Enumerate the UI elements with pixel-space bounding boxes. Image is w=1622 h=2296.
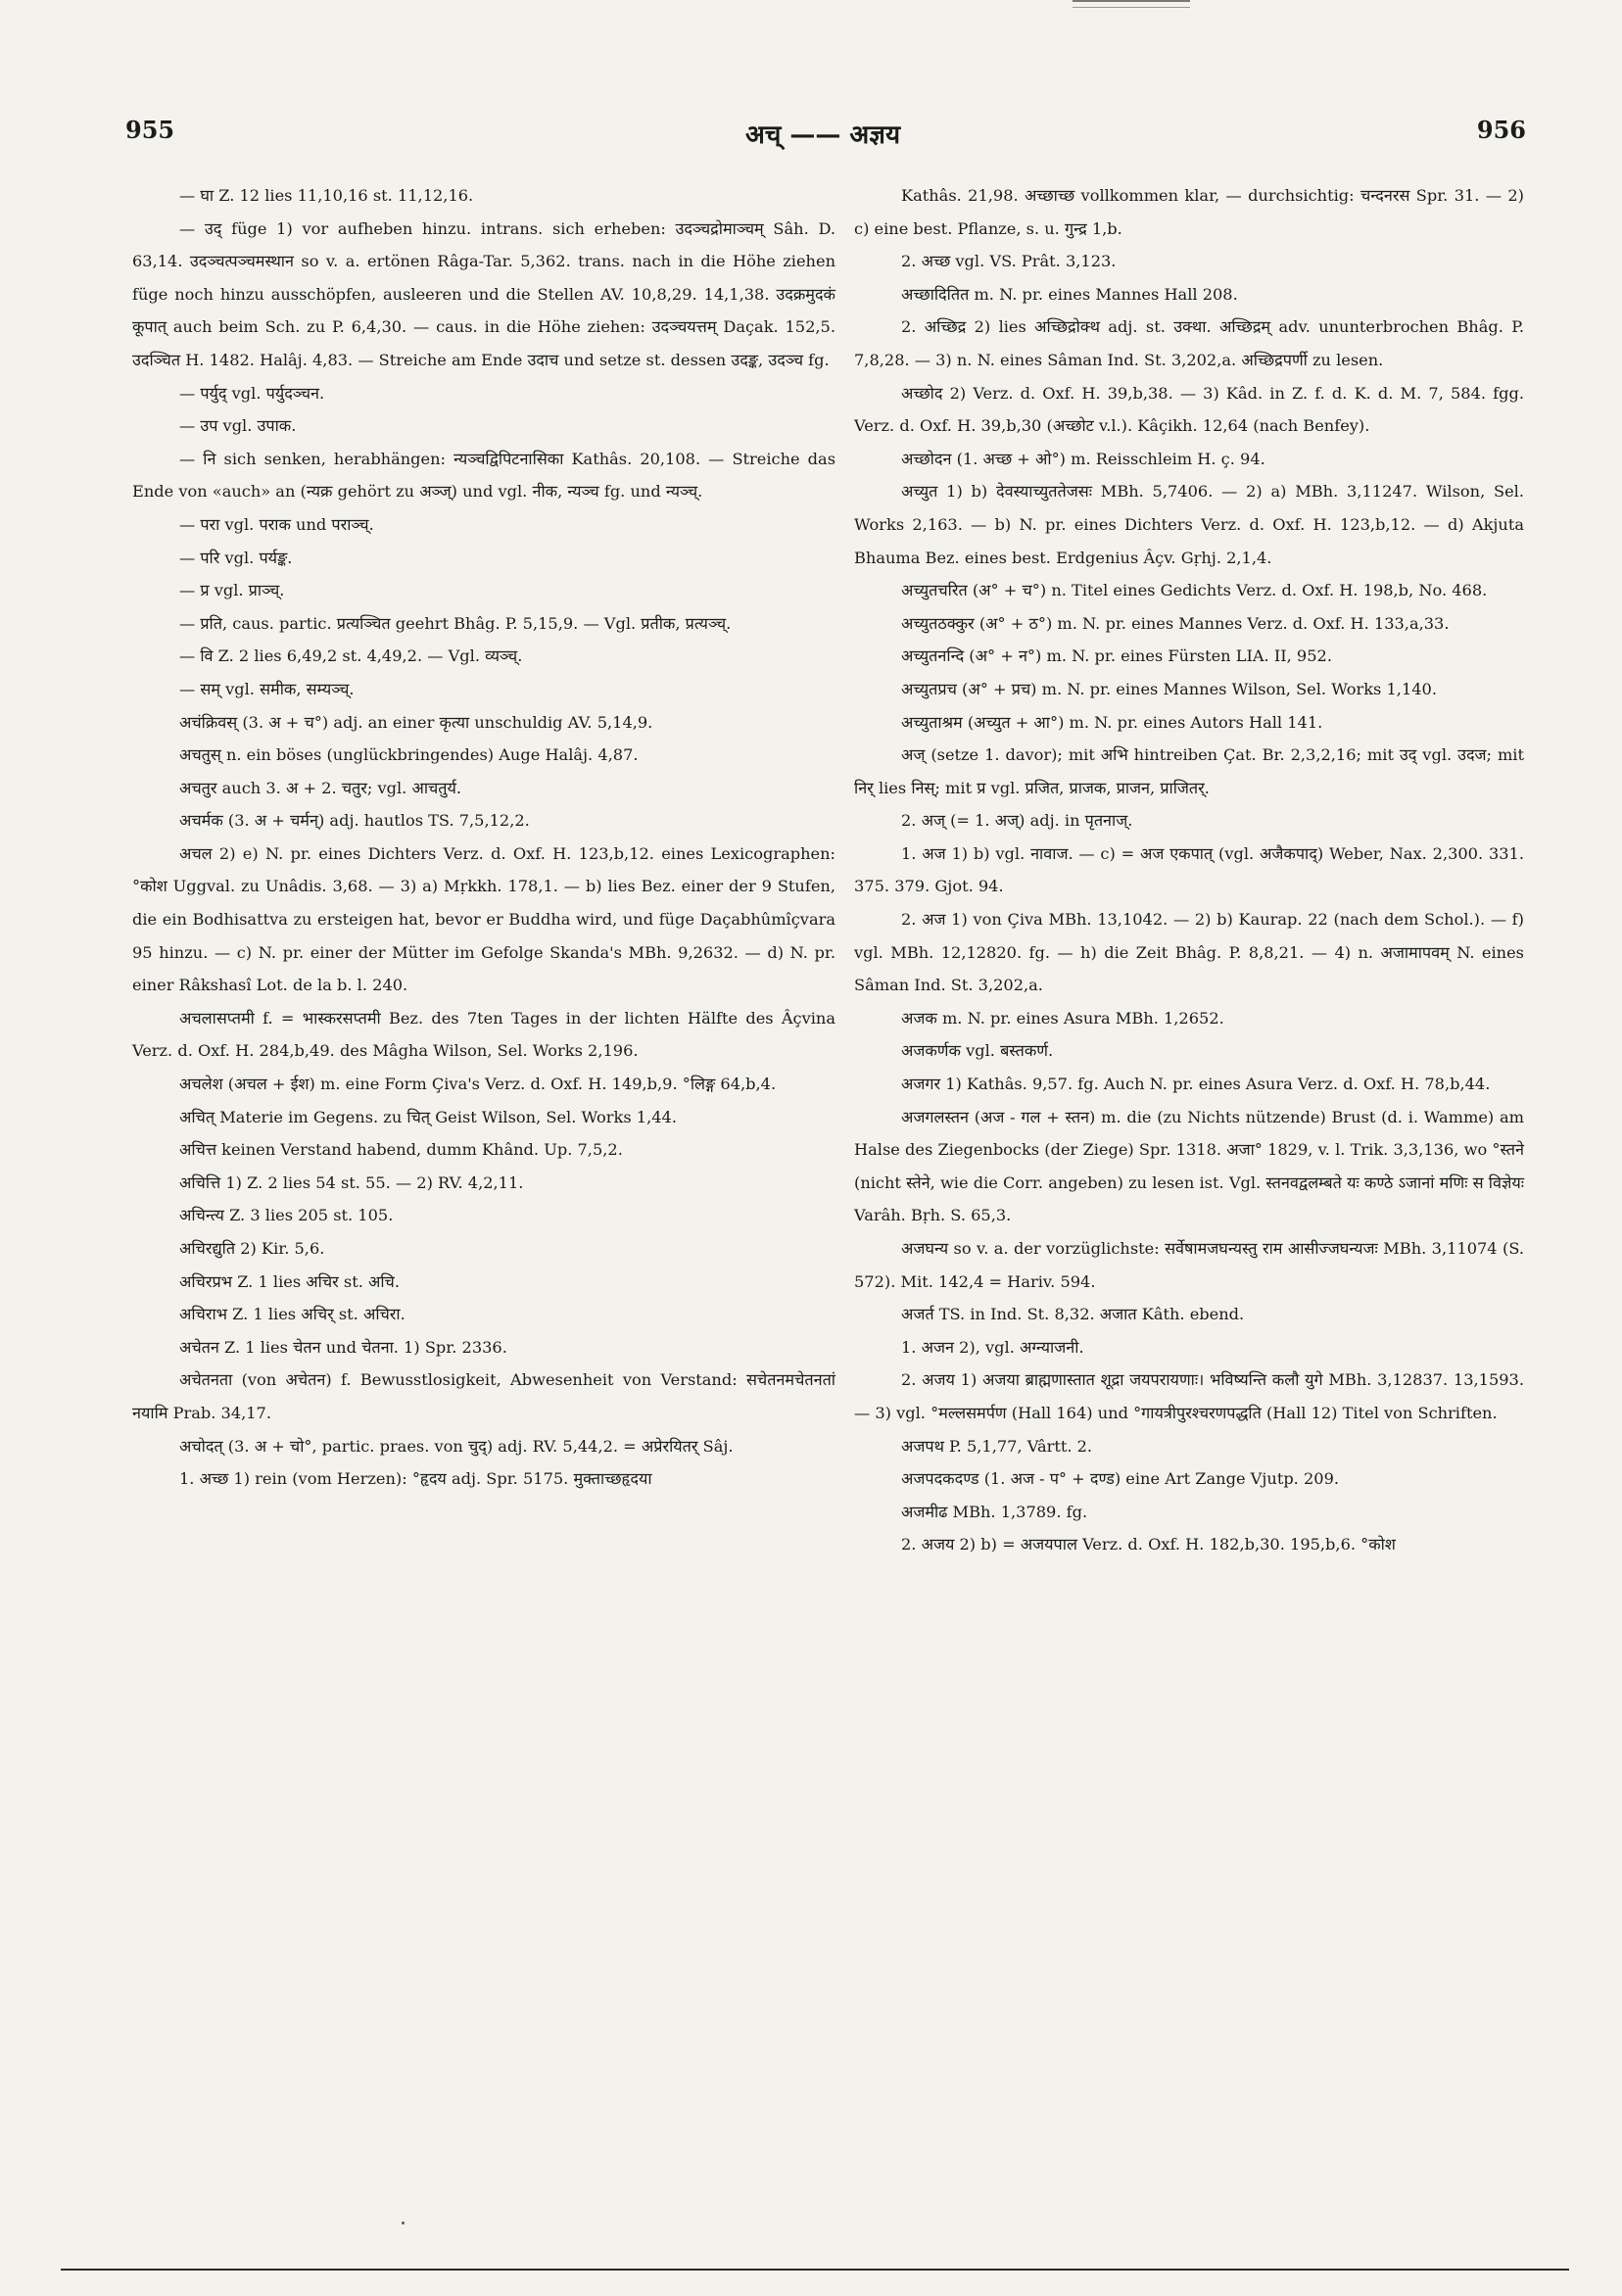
dictionary-entry: — उप vgl. उपाक. [179, 416, 297, 436]
dictionary-entry: — उद् füge 1) vor aufheben hinzu. intrans. sich erheben: उदञ्चद्रोमाञ्चम् Sâh. D. 63,14. उदञ्चत्पञ्चमस्थान so v. a. ertönen Râga-Tar. 5,362. trans. nach in die Höhe ziehen füge noch hinzu ausschöpfen, ausleeren und die Stellen AV. 10,8,29. 14,1,38. उदक्रमुदकं कूपात् auch beim Sch. zu P. 6,4,30. — caus. in die Höhe ziehen: उदञ्चयत्तम् Daçak. 152,5. उदञ्चित H. 1482. Halâj. 4,83. — Streiche am Ende उदाच und setze st. dessen उदङ्क, उदञ्च fg. [132, 218, 835, 369]
dictionary-entry: अजघन्य so v. a. der vorzüglichste: सर्वेषामजघन्यस्तु राम आसीज्जघन्यजः MBh. 3,11074 (S. 572). Mit. 142,4 = Hariv. 594. [854, 1239, 1524, 1291]
dictionary-entry: अचलासप्तमी f. = भास्करसप्तमी Bez. des 7ten Tages in der lichten Hälfte des Âçvina Verz. d. Oxf. H. 284,b,49. des Mâgha Wilson, Sel. Works 2,196. [132, 1008, 835, 1061]
right-column [854, 179, 1524, 1561]
dictionary-entry: अच्छोदन (1. अच्छ + ओ°) m. Reisschleim H. ç. 94. [901, 449, 1265, 468]
dictionary-entry: 1. अच्छ 1) rein (vom Herzen): °हृदय adj. Spr. 5175. मुक्ताच्छहृदया [179, 1469, 652, 1489]
dictionary-entry: अचोदत् (3. अ + चो°, partic. praes. von चुद्) adj. RV. 5,44,2. = अप्रेरयितर् Sâj. [179, 1436, 734, 1456]
left-page-number: 955 [125, 116, 175, 144]
dictionary-entry: 2. अच्छ vgl. VS. Prât. 3,123. [901, 252, 1117, 271]
dictionary-entry: — प्रति, caus. partic. प्रत्यञ्चित geehrt Bhâg. P. 5,15,9. — Vgl. प्रतीक, प्रत्यञ्च्. [179, 613, 732, 633]
dictionary-entry: अजगलस्तन (अज - गल + स्तन) m. die (zu Nichts nützende) Brust (d. i. Wamme) am Halse des Ziegenbocks (der Ziege) Spr. 1318. अजा° 1829, v. l. Trik. 3,3,136, wo °स्तने (nicht स्तेने, wie die Corr. angeben) zu lesen ist. Vgl. स्तनवद्वलम्बते यः कण्ठे ऽजानां मणिः स विज्ञेयः Varâh. Bṛh. S. 65,3. [854, 1107, 1524, 1225]
dictionary-entry: — प्र vgl. प्राञ्च्. [179, 581, 285, 600]
dictionary-entry: अचंक्रिवस् (3. अ + च°) adj. an einer कृत्या unschuldig AV. 5,14,9. [179, 712, 653, 732]
dictionary-entry: अच्युतनन्दि (अ° + न°) m. N. pr. eines Fürsten LIA. II, 952. [901, 646, 1332, 666]
dictionary-entry: अजमीढ MBh. 1,3789. fg. [901, 1502, 1088, 1521]
dictionary-entry: 2. अच्छिद्र 2) lies अच्छिद्रोक्थ adj. st. उक्था. अच्छिद्रम् adv. ununterbrochen Bhâg. P. 7,8,28. — 3) n. N. eines Sâman Ind. St. 3,202,a. अच्छिद्रपर्णी zu lesen. [854, 317, 1524, 369]
dictionary-entry: अचल 2) e) N. pr. eines Dichters Verz. d. Oxf. H. 123,b,12. eines Lexicographen: °कोश Uggval. zu Unâdis. 3,68. — 3) a) Mṛkkh. 178,1. — b) lies Bez. einer der 9 Stufen, die ein Bodhisattva zu ersteigen hat, bevor er Buddha wird, und füge Daçabhûmîçvara 95 hinzu. — c) N. pr. einer der Mütter im Gefolge Skanda's MBh. 9,2632. — d) N. pr. einer Râkshasî Lot. de la b. l. 240. [132, 843, 835, 995]
dictionary-entry: अचतुस् n. ein böses (unglückbringendes) Auge Halâj. 4,87. [179, 745, 639, 765]
dictionary-entry: Kathâs. 21,98. अच्छाच्छ vollkommen klar, — durchsichtig: चन्दनरस Spr. 31. — 2) c) eine best. Pflanze, s. u. गुन्द्र 1,b. [854, 186, 1524, 238]
dictionary-entry: 2. अज् (= 1. अज्) adj. in पृतनाज्. [901, 811, 1133, 831]
dictionary-entry: अचिराभ Z. 1 lies अचिर् st. अचिरा. [179, 1305, 406, 1324]
dictionary-entry: — नि sich senken, herabhängen: न्यञ्चद्विपिटनासिका Kathâs. 20,108. — Streiche das Ende von «auch» an (न्यक्र gehört zu अञ्ज्) und vgl. नीक, न्यञ्च fg. und न्यञ्च्. [132, 449, 835, 502]
dictionary-entry: — घा Z. 12 lies 11,10,16 st. 11,12,16. [179, 186, 474, 205]
dictionary-entry: अचिरद्युति 2) Kir. 5,6. [179, 1239, 325, 1258]
dictionary-entry: अच्युतठक्कुर (अ° + ठ°) m. N. pr. eines Mannes Verz. d. Oxf. H. 133,a,33. [901, 613, 1450, 633]
dictionary-entry: — परा vgl. पराक und पराञ्च्. [179, 514, 374, 534]
dictionary-entry: — पर्युद् vgl. पर्युदञ्चन. [179, 383, 325, 403]
right-page-number: 956 [1476, 116, 1526, 144]
dictionary-entry: अच्युतप्रच (अ° + प्रच) m. N. pr. eines Mannes Wilson, Sel. Works 1,140. [901, 679, 1437, 698]
dictionary-entry: — सम् vgl. समीक, सम्यञ्च्. [179, 679, 355, 698]
dictionary-entry: अचित्त keinen Verstand habend, dumm Khând. Up. 7,5,2. [179, 1140, 623, 1160]
print-speck [402, 2222, 405, 2224]
dictionary-entry: 1. अज 1) b) vgl. नावाज. — c) = अज एकपात् (vgl. अजैकपाद्) Weber, Nax. 2,300. 331. 375. 379. Gjot. 94. [854, 843, 1524, 896]
dictionary-entry: अच्छोद 2) Verz. d. Oxf. H. 39,b,38. — 3) Kâd. in Z. f. d. K. d. M. 7, 584. fgg. Verz. d. Oxf. H. 39,b,30 (अच्छोट v.l.). Kâçikh. 12,64 (nach Benfey). [854, 383, 1524, 436]
dictionary-entry: 1. अजन 2), vgl. अग्न्याजनी. [901, 1337, 1084, 1357]
dictionary-entry: — परि vgl. पर्यङ्क. [179, 548, 293, 567]
dictionary-entry: अजर्त TS. in Ind. St. 8,32. अजात Kâth. ebend. [901, 1305, 1245, 1324]
dictionary-entry: अचिन्त्य Z. 3 lies 205 st. 105. [179, 1206, 394, 1225]
dictionary-entry: अचिरप्रभ Z. 1 lies अचिर st. अचि. [179, 1271, 400, 1291]
dictionary-entry: 2. अज 1) von Çiva MBh. 13,1042. — 2) b) Kaurap. 22 (nach dem Schol.). — f) vgl. MBh. 12,12820. fg. — h) die Zeit Bhâg. P. 8,8,21. — 4) n. अजामापवम् N. eines Sâman Ind. St. 3,202,a. [854, 910, 1524, 995]
dictionary-entry: अचतुर auch 3. अ + 2. चतुर; vgl. आचतुर्य. [179, 778, 462, 797]
dictionary-entry: अचित्ति 1) Z. 2 lies 54 st. 55. — 2) RV. 4,2,11. [179, 1172, 524, 1192]
dictionary-entry: 2. अजय 2) b) = अजयपाल Verz. d. Oxf. H. 182,b,30. 195,b,6. °कोश [901, 1535, 1396, 1555]
dictionary-entry: अच्छादितित m. N. pr. eines Mannes Hall 208. [901, 284, 1238, 304]
dictionary-entry: अचर्मक (3. अ + चर्मन्) adj. hautlos TS. 7,5,12,2. [179, 811, 530, 831]
dictionary-entry: अच्युत 1) b) देवस्याच्युततेजसः MBh. 5,7406. — 2) a) MBh. 3,11247. Wilson, Sel. Works 2,163. — b) N. pr. eines Dichters Verz. d. Oxf. H. 123,b,12. — d) Akjuta Bhauma Bez. eines best. Erdgenius Âçv. Gṛhj. 2,1,4. [854, 482, 1524, 567]
dictionary-entry: अच्युताश्रम (अच्युत + आ°) m. N. pr. eines Autors Hall 141. [901, 712, 1323, 732]
left-column [132, 179, 835, 1496]
dictionary-entry: अज् (setze 1. davor); mit अभि hintreiben Çat. Br. 2,3,2,16; mit उद् vgl. उदज; mit निर् lies निस्; mit प्र vgl. प्रजित, प्राजक, प्राजन, प्राजितर्. [854, 745, 1524, 797]
dictionary-entry: अचित् Materie im Gegens. zu चित् Geist Wilson, Sel. Works 1,44. [179, 1107, 677, 1126]
dictionary-entry: अच्युतचरित (अ° + च°) n. Titel eines Gedichts Verz. d. Oxf. H. 198,b, No. 468. [901, 581, 1488, 600]
dictionary-entry: अचेतन Z. 1 lies चेतन und चेतना. 1) Spr. 2336. [179, 1337, 507, 1357]
footer-rule [61, 2269, 1569, 2271]
dictionary-entry: अजकर्णक vgl. बस्तकर्ण. [901, 1041, 1054, 1061]
dictionary-entry: अजपथ P. 5,1,77, Vârtt. 2. [901, 1436, 1093, 1456]
dictionary-entry: अचलेश (अचल + ईश) m. eine Form Çiva's Verz. d. Oxf. H. 149,b,9. °लिङ्ग 64,b,4. [179, 1075, 777, 1094]
running-head: अच् —— अज्ञय [744, 120, 901, 150]
dictionary-entry: 2. अजय 1) अजया ब्राह्मणास्तात शूद्रा जयपरायणाः। भविष्यन्ति कलौ युगे MBh. 3,12837. 13,1593. — 3) vgl. °मल्लसमर्पण (Hall 164) und °गायत्रीपुरश्चरणपद्धति (Hall 12) Titel von Schriften. [854, 1370, 1524, 1422]
dictionary-entry: अचेतनता (von अचेतन) f. Bewusstlosigkeit, Abwesenheit von Verstand: सचेतनमचेतनतां नयामि Prab. 34,17. [132, 1370, 835, 1422]
dictionary-entry: अजगर 1) Kathâs. 9,57. fg. Auch N. pr. eines Asura Verz. d. Oxf. H. 78,b,44. [901, 1075, 1491, 1094]
dictionary-entry: अजपदकदण्ड (1. अज - प° + दण्ड) eine Art Zange Vjutp. 209. [901, 1469, 1340, 1489]
top-edge-mark [1073, 0, 1190, 8]
dictionary-entry: अजक m. N. pr. eines Asura MBh. 1,2652. [901, 1008, 1224, 1028]
page-header [118, 116, 1528, 155]
dictionary-entry: — वि Z. 2 lies 6,49,2 st. 4,49,2. — Vgl. व्यञ्च्. [179, 646, 523, 666]
